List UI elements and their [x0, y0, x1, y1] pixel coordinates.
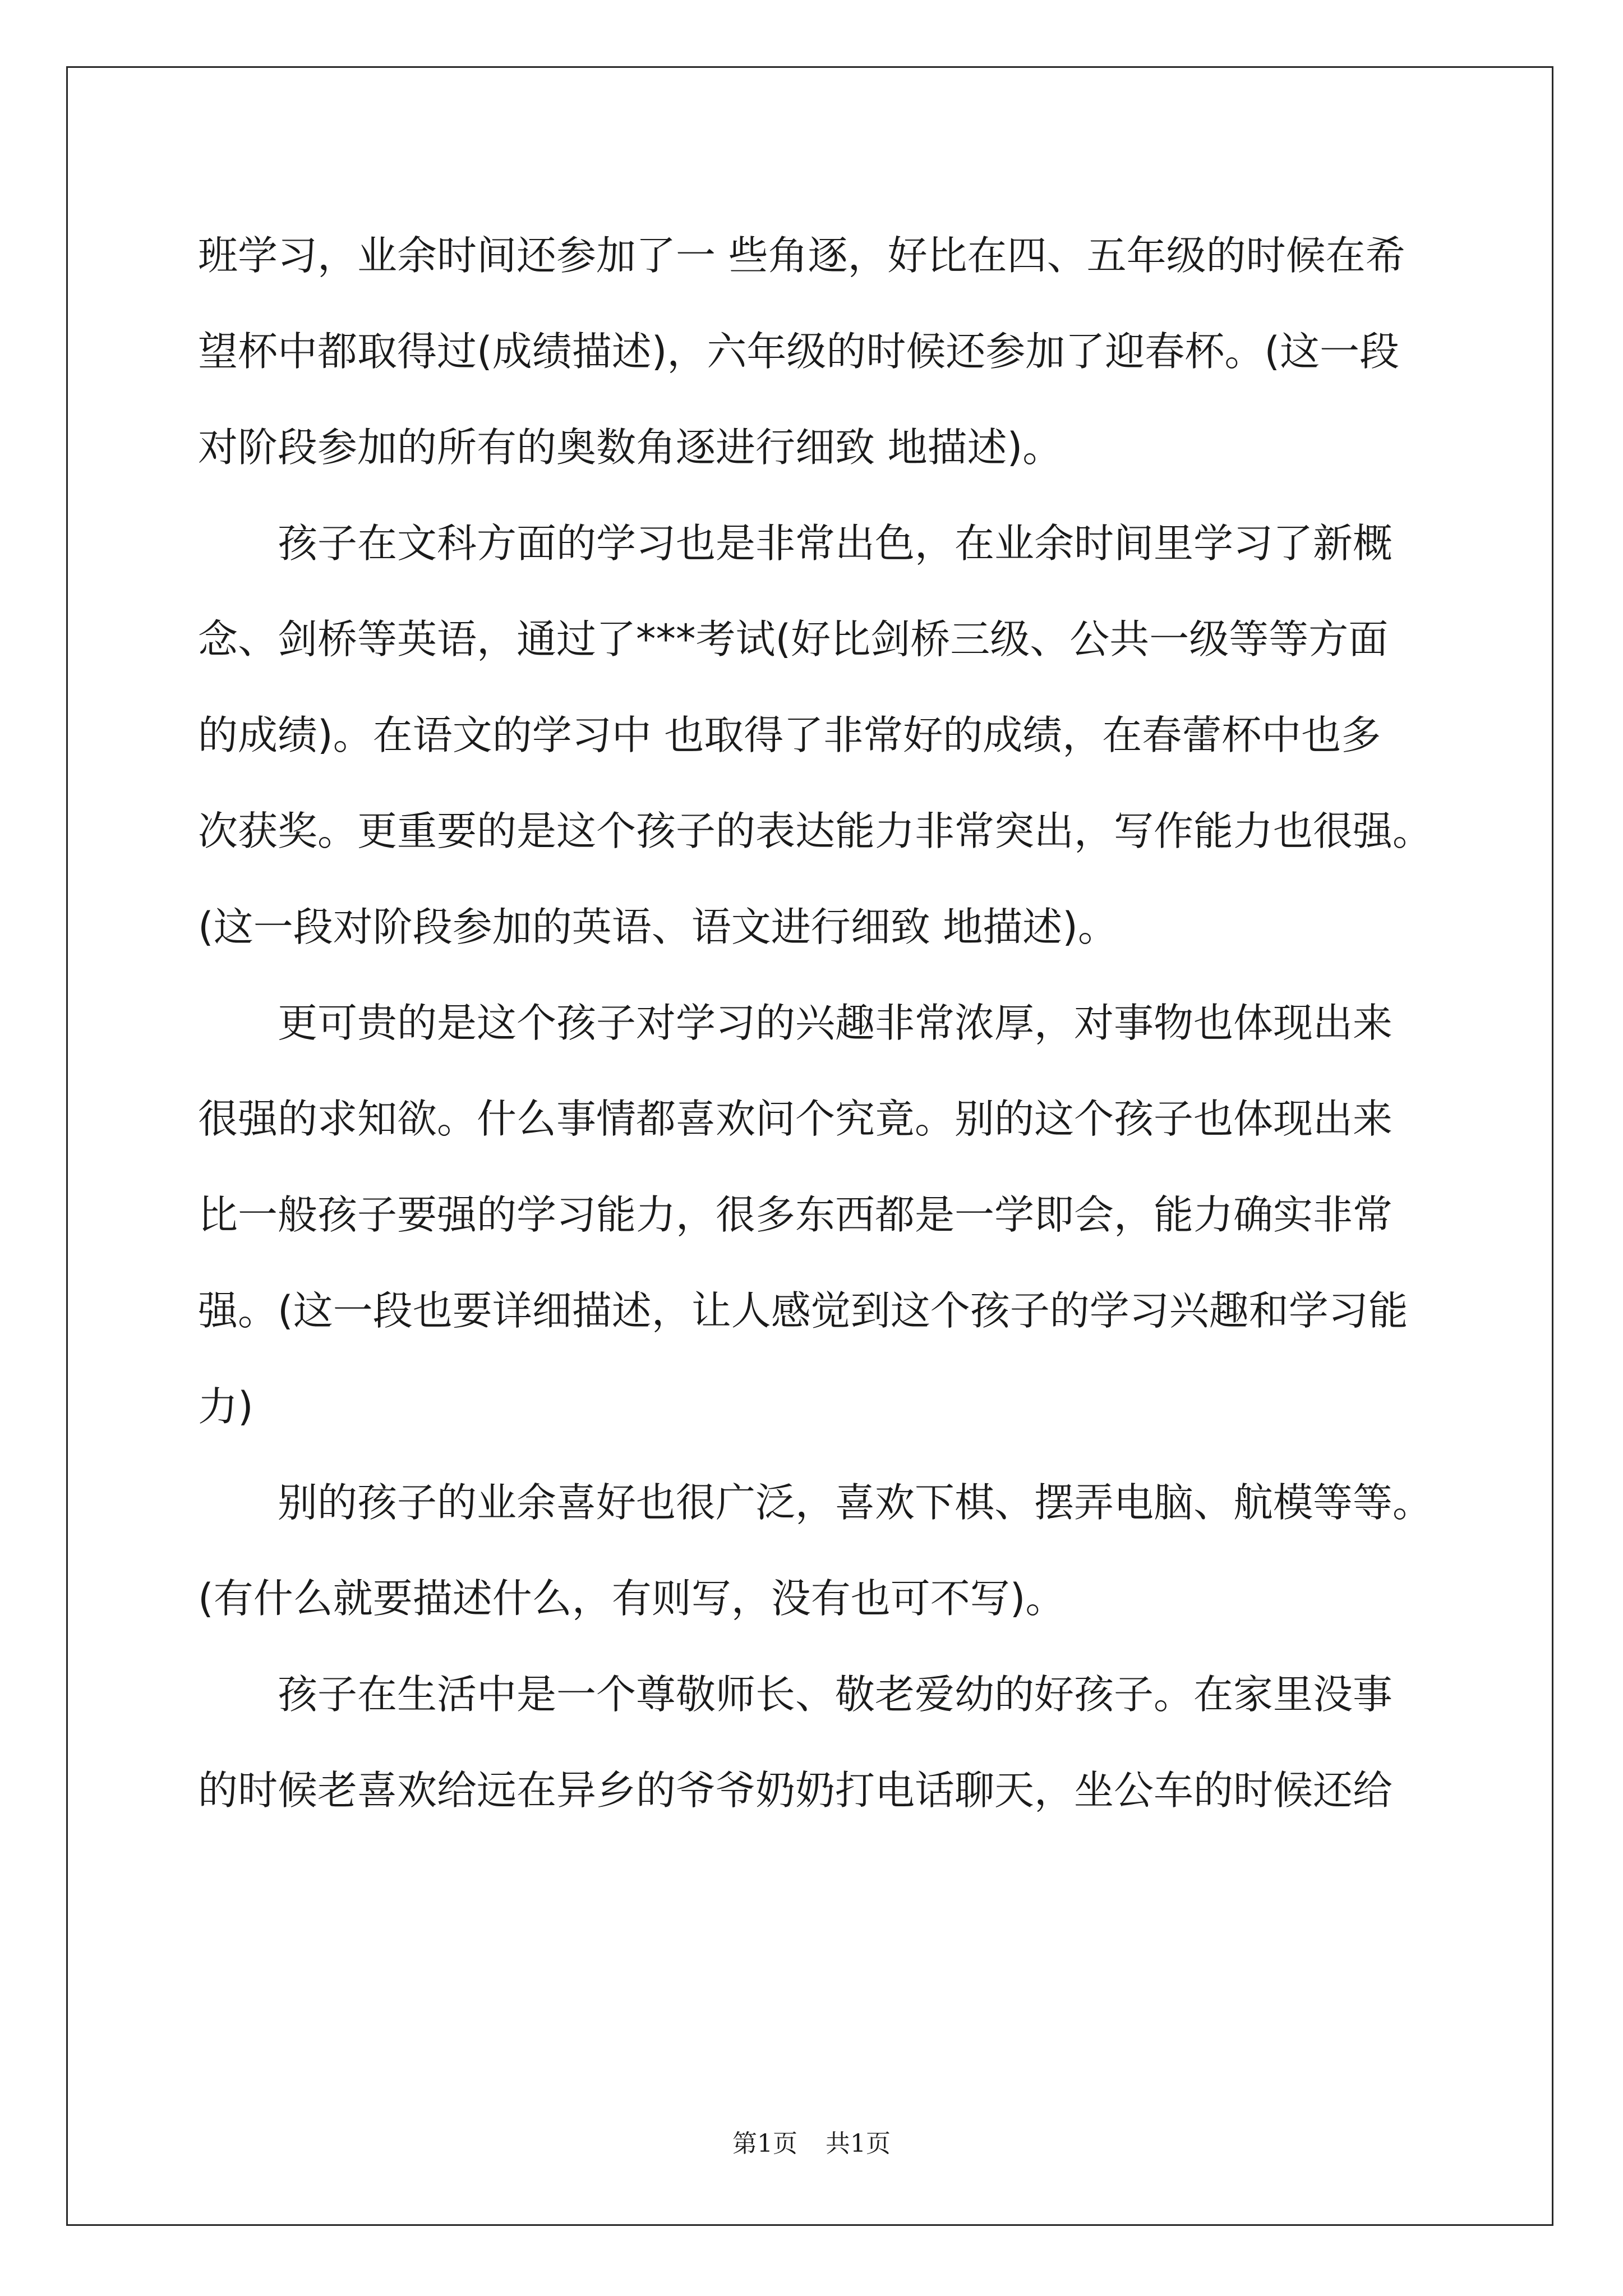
paragraph-3	[198, 975, 1423, 1455]
text-line: 的成绩)。在语文的学习中 也取得了非常好的成绩，在春蕾杯中也多	[198, 712, 1381, 758]
text-line: (有什么就要描述什么，有则写，没有也可不写)。	[198, 1575, 1066, 1622]
text-line: 别的孩子的业余喜好也很广泛，喜欢下棋、摆弄电脑、航模等等。	[278, 1479, 1433, 1526]
page-footer	[0, 2123, 1623, 2159]
text-line: 孩子在文科方面的学习也是非常出色，在业余时间里学习了新概	[278, 520, 1393, 567]
paragraph-4	[198, 1455, 1433, 1646]
text-line: 念、剑桥等英语，通过了***考试(好比剑桥三级、公共一级等等方面	[198, 616, 1389, 662]
text-line: 比一般孩子要强的学习能力，很多东西都是一学即会，能力确实非常	[198, 1191, 1393, 1238]
text-line: 望杯中都取得过(成绩描述)，六年级的时候还参加了迎春杯。(这一段	[198, 328, 1400, 375]
paragraph-5	[198, 1646, 1423, 1838]
page-total: 共1页	[826, 2129, 891, 2158]
text-line: 次获奖。更重要的是这个孩子的表达能力非常突出，写作能力也很强。	[198, 808, 1433, 854]
text-line: 强。(这一段也要详细描述，让人感觉到这个孩子的学习兴趣和学习能	[198, 1287, 1408, 1334]
text-line: 力)	[198, 1383, 253, 1430]
text-line: 班学习，业余时间还参加了一 些角逐，好比在四、五年级的时候在希	[198, 232, 1405, 279]
text-line: 更可贵的是这个孩子对学习的兴趣非常浓厚，对事物也体现出来	[278, 1000, 1393, 1046]
text-line: 很强的求知欲。什么事情都喜欢问个究竟。别的这个孩子也体现出来	[198, 1096, 1393, 1142]
paragraph-2	[198, 495, 1433, 975]
paragraph-1	[198, 208, 1423, 495]
page-number: 第1页	[732, 2129, 797, 2158]
text-line: 对阶段参加的所有的奥数角逐进行细致 地描述)。	[198, 424, 1063, 471]
text-line: 的时候老喜欢给远在异乡的爷爷奶奶打电话聊天，坐公车的时候还给	[198, 1767, 1393, 1814]
text-line: 孩子在生活中是一个尊敬师长、敬老爱幼的好孩子。在家里没事	[278, 1671, 1393, 1718]
text-line: (这一段对阶段参加的英语、语文进行细致 地描述)。	[198, 904, 1118, 950]
document-body	[198, 208, 1433, 1838]
